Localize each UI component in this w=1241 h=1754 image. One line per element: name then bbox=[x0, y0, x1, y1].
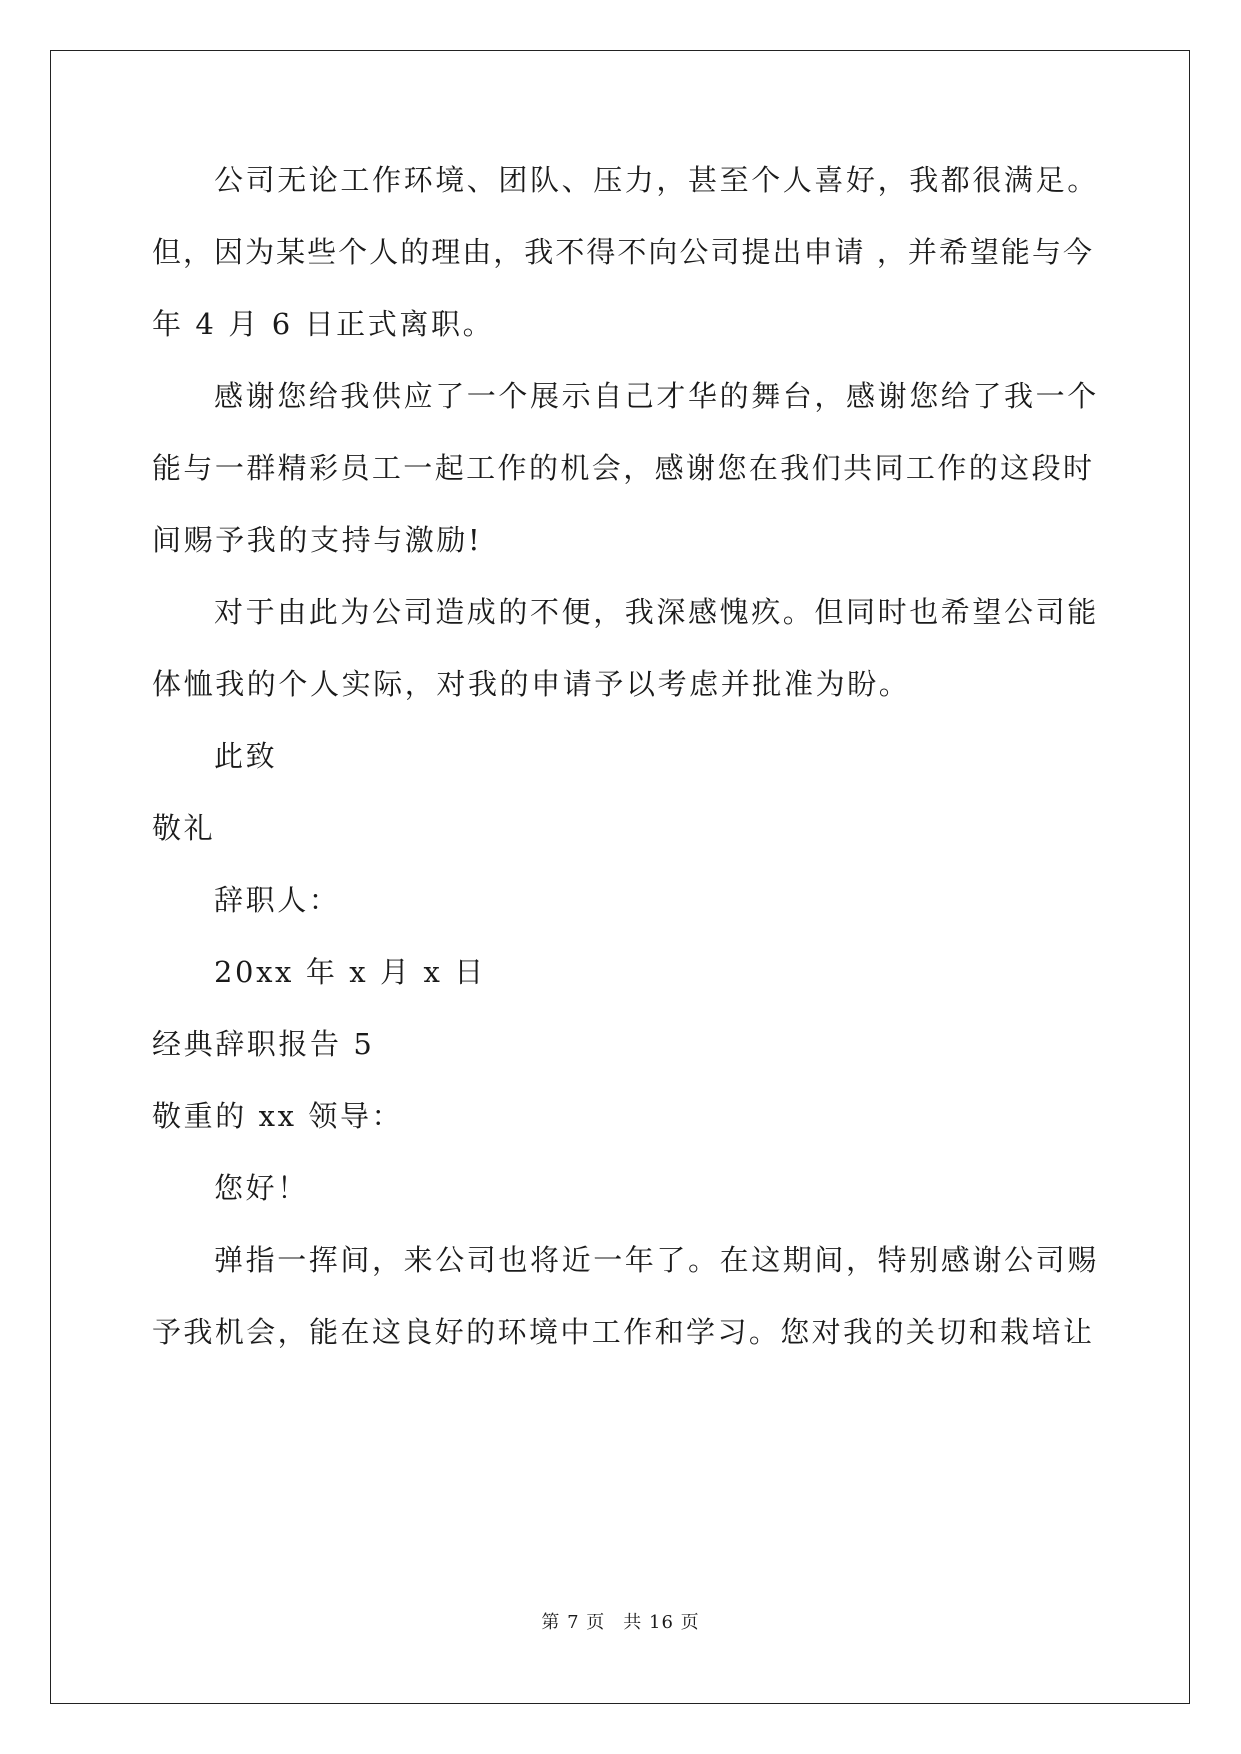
page-border bbox=[50, 50, 1190, 1704]
signature-label: 辞职人： bbox=[214, 883, 341, 917]
date-line: 20xx 年 x 月 x 日 bbox=[214, 955, 486, 989]
paragraph-line: 弹指一挥间，来公司也将近一年了。在这期间，特别感谢公司赐 bbox=[214, 1243, 1099, 1277]
closing-salutation: 此致 bbox=[214, 739, 278, 773]
recipient-line: 敬重的 xx 领导： bbox=[152, 1099, 404, 1133]
paragraph-line: 公司无论工作环境、团队、压力，甚至个人喜好，我都很满足。 bbox=[214, 163, 1099, 197]
section-heading: 经典辞职报告 5 bbox=[152, 1027, 375, 1061]
page-footer bbox=[0, 1608, 1241, 1634]
page-number: 第 7 页 bbox=[541, 1612, 606, 1633]
paragraph-line: 间赐予我的支持与激励! bbox=[152, 523, 483, 557]
greeting-line: 您好！ bbox=[214, 1171, 309, 1205]
paragraph-line: 对于由此为公司造成的不便，我深感愧疚。但同时也希望公司能 bbox=[214, 595, 1099, 629]
paragraph-line: 体恤我的个人实际，对我的申请予以考虑并批准为盼。 bbox=[152, 667, 911, 701]
paragraph-line: 能与一群精彩员工一起工作的机会，感谢您在我们共同工作的这段时 bbox=[152, 451, 1092, 485]
paragraph-line: 予我机会，能在这良好的环境中工作和学习。您对我的关切和栽培让 bbox=[152, 1315, 1092, 1349]
closing-regards: 敬礼 bbox=[152, 811, 216, 845]
paragraph-line: 但，因为某些个人的理由，我不得不向公司提出申请 ，并希望能与今 bbox=[152, 235, 1092, 269]
paragraph-line: 年 4 月 6 日正式离职。 bbox=[152, 307, 495, 341]
page-total: 共 16 页 bbox=[623, 1612, 700, 1633]
paragraph-line: 感谢您给我供应了一个展示自己才华的舞台，感谢您给了我一个 bbox=[214, 379, 1099, 413]
